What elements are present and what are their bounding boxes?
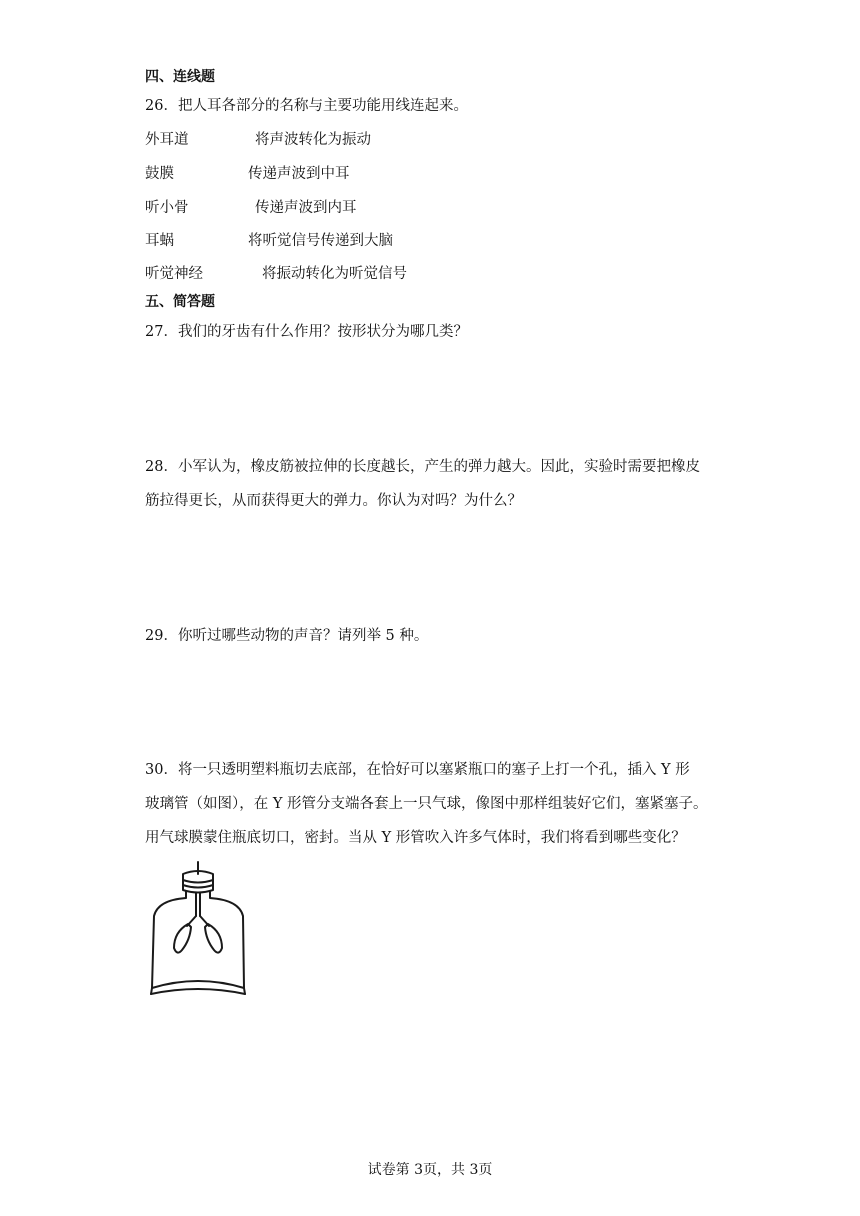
ear-function-4: 将听觉信号传递到大脑 [248, 233, 393, 249]
question-30-line1: 30．将一只透明塑料瓶切去底部，在恰好可以塞紧瓶口的塞子上打一个孔，插入 Y 形 [145, 762, 690, 778]
ear-part-3: 听小骨 [145, 200, 189, 216]
ear-function-2: 传递声波到中耳 [248, 166, 350, 182]
ear-function-5: 将振动转化为听觉信号 [262, 266, 407, 282]
bottle-balloon-figure [146, 860, 250, 1002]
ear-part-4: 耳蜗 [145, 233, 174, 249]
section4-heading: 四、连线题 [145, 69, 215, 85]
ear-part-1: 外耳道 [145, 132, 189, 148]
question-28-line2: 筋拉得更长，从而获得更大的弹力。你认为对吗？为什么？ [145, 493, 522, 509]
question-30-line2: 玻璃管（如图），在 Y 形管分支端各套上一只气球，像图中那样组装好它们，塞紧塞子。 [145, 796, 708, 812]
page-footer: 试卷第 3页，共 3页 [367, 1162, 493, 1178]
ear-function-3: 传递声波到内耳 [255, 200, 357, 216]
question-29: 29．你听过哪些动物的声音？请列举 5 种。 [145, 628, 429, 644]
section5-heading: 五、简答题 [145, 294, 215, 310]
question-28-line1: 28．小军认为，橡皮筋被拉伸的长度越长，产生的弹力越大。因此，实验时需要把橡皮 [145, 459, 700, 475]
question-27: 27．我们的牙齿有什么作用？按形状分为哪几类？ [145, 324, 468, 340]
ear-part-5: 听觉神经 [145, 266, 203, 282]
question-30-line3: 用气球膜蒙住瓶底切口，密封。当从 Y 形管吹入许多气体时，我们将看到哪些变化？ [145, 830, 686, 846]
ear-part-2: 鼓膜 [145, 166, 174, 182]
ear-function-1: 将声波转化为振动 [255, 132, 371, 148]
question-26: 26．把人耳各部分的名称与主要功能用线连起来。 [145, 98, 468, 114]
